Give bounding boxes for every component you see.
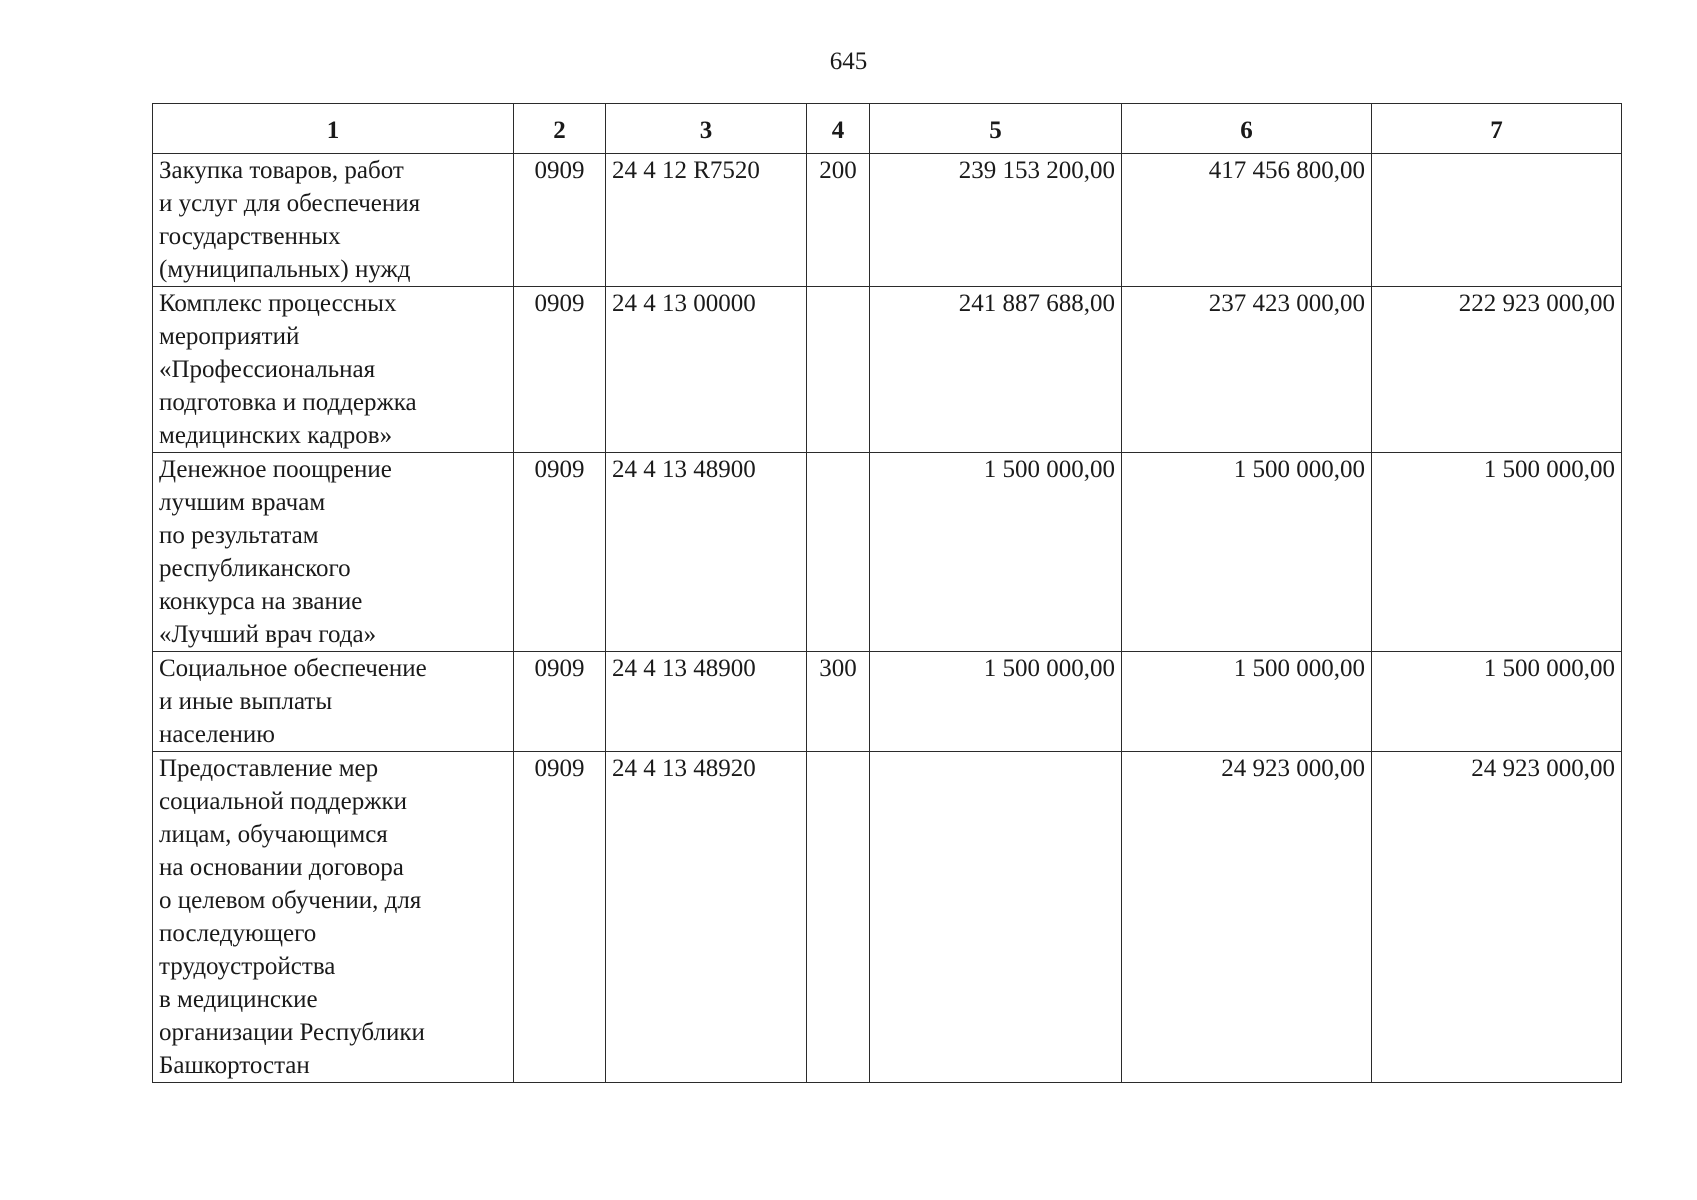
- header-col-1: 1: [153, 104, 514, 154]
- row-year3: 222 923 000,00: [1372, 287, 1622, 453]
- row-kvr: 300: [807, 652, 870, 752]
- row-year2: 24 923 000,00: [1122, 752, 1372, 1083]
- header-col-5: 5: [870, 104, 1122, 154]
- table-row: [153, 752, 1622, 1083]
- row-year1: 1 500 000,00: [870, 652, 1122, 752]
- row-section: 0909: [514, 154, 606, 287]
- row-year2: 1 500 000,00: [1122, 652, 1372, 752]
- row-section: 0909: [514, 652, 606, 752]
- row-target: 24 4 13 48900: [606, 652, 807, 752]
- header-col-7: 7: [1372, 104, 1622, 154]
- row-year2: 237 423 000,00: [1122, 287, 1372, 453]
- header-col-2: 2: [514, 104, 606, 154]
- row-kvr: 200: [807, 154, 870, 287]
- page-number: 645: [829, 48, 868, 75]
- row-target: 24 4 13 00000: [606, 287, 807, 453]
- row-section: 0909: [514, 287, 606, 453]
- row-name: Денежное поощрение лучшим врачам по результатам республиканского конкурса на звание «Лучший врач года»: [153, 453, 514, 652]
- row-year2: 417 456 800,00: [1122, 154, 1372, 287]
- row-year1: [870, 752, 1122, 1083]
- row-kvr: [807, 287, 870, 453]
- header-col-6: 6: [1122, 104, 1372, 154]
- row-name: Предоставление мер социальной поддержки лицам, обучающимся на основании договора о целевом обучении, для последующего трудоустройства в медицинские организации Республики Башкортостан: [153, 752, 514, 1083]
- row-name: Закупка товаров, работ и услуг для обеспечения государственных (муниципальных) нужд: [153, 154, 514, 287]
- row-section: 0909: [514, 453, 606, 652]
- row-year3: [1372, 154, 1622, 287]
- table-row: [153, 154, 1622, 287]
- row-year1: 1 500 000,00: [870, 453, 1122, 652]
- row-target: 24 4 13 48900: [606, 453, 807, 652]
- budget-table: [152, 103, 1622, 1083]
- row-target: 24 4 12 R7520: [606, 154, 807, 287]
- header-row: [153, 104, 1622, 154]
- row-target: 24 4 13 48920: [606, 752, 807, 1083]
- table-row: [153, 652, 1622, 752]
- row-year3: 1 500 000,00: [1372, 652, 1622, 752]
- row-year1: 241 887 688,00: [870, 287, 1122, 453]
- row-year3: 24 923 000,00: [1372, 752, 1622, 1083]
- row-kvr: [807, 453, 870, 652]
- row-year3: 1 500 000,00: [1372, 453, 1622, 652]
- table-row: [153, 287, 1622, 453]
- row-name: Комплекс процессных мероприятий «Профессиональная подготовка и поддержка медицинских кадров»: [153, 287, 514, 453]
- row-name: Социальное обеспечение и иные выплаты населению: [153, 652, 514, 752]
- row-year1: 239 153 200,00: [870, 154, 1122, 287]
- table-row: [153, 453, 1622, 652]
- header-col-4: 4: [807, 104, 870, 154]
- row-kvr: [807, 752, 870, 1083]
- header-col-3: 3: [606, 104, 807, 154]
- row-section: 0909: [514, 752, 606, 1083]
- row-year2: 1 500 000,00: [1122, 453, 1372, 652]
